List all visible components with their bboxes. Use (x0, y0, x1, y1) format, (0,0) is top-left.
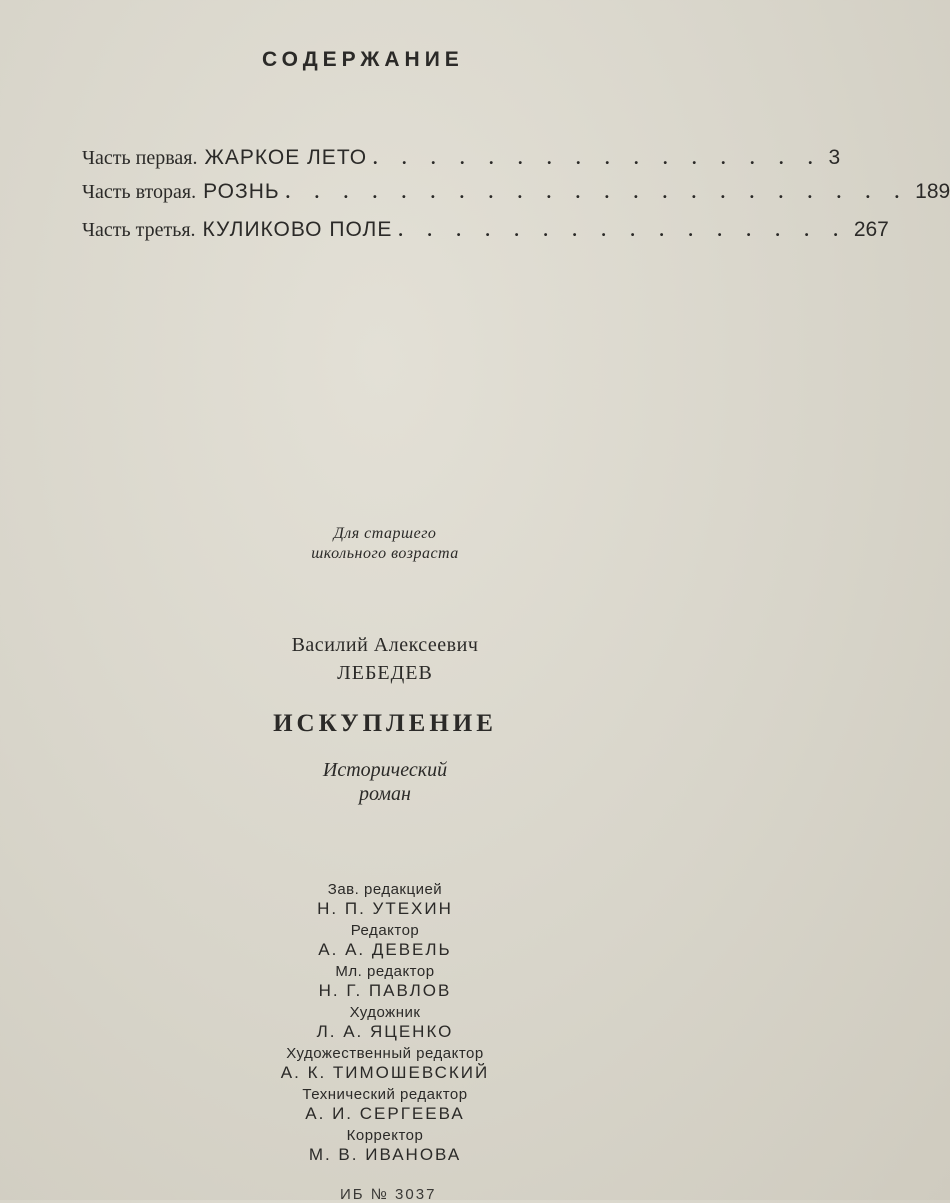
toc-leader-dots: . . . . . . . . . . . . . . . . . . . . . . (285, 182, 910, 202)
credit-role: Технический редактор (302, 1086, 468, 1103)
credit-person: Н. П. УТЕХИН (317, 899, 453, 918)
audience-note (0, 524, 770, 564)
credits-block (0, 880, 770, 1167)
genre-line: Исторический (322, 759, 448, 781)
toc-section-name: ЖАРКОЕ ЛЕТО (204, 146, 368, 169)
credit-person: А. И. СЕРГЕЕВА (305, 1104, 465, 1123)
credit-person: М. В. ИВАНОВА (308, 1145, 462, 1164)
author-first-name: Василий Алексеевич (291, 634, 479, 656)
toc-page-number: 189 (915, 180, 950, 203)
toc-entry (82, 218, 889, 252)
imprint-number-cut-off: ИБ № 3037 (340, 1186, 437, 1203)
toc-entry (82, 146, 841, 180)
toc-entry (82, 180, 950, 214)
book-title: ИСКУПЛЕНИЕ (273, 710, 497, 737)
toc-section-name: РОЗНЬ (203, 180, 280, 203)
toc-leader-dots: . . . . . . . . . . . . . . . . (398, 220, 848, 240)
toc-leader-dots: . . . . . . . . . . . . . . . . (373, 148, 823, 168)
book-genre (0, 758, 770, 806)
toc-part-label: Часть третья. (82, 219, 196, 241)
credit-role: Художественный редактор (286, 1045, 484, 1062)
author-last-name: ЛЕБЕДЕВ (337, 662, 433, 684)
toc-page-number: 3 (828, 146, 841, 169)
credit-role: Корректор (346, 1127, 424, 1144)
genre-line: роман (359, 783, 411, 805)
audience-line: школьного возраста (311, 545, 459, 562)
toc-title: СОДЕРЖАНИЕ (262, 48, 464, 71)
toc-part-label: Часть вторая. (82, 181, 197, 203)
toc-section-name: КУЛИКОВО ПОЛЕ (202, 218, 393, 241)
credit-person: А. К. ТИМОШЕВСКИЙ (280, 1063, 490, 1082)
toc-part-label: Часть первая. (82, 147, 198, 169)
credit-role: Мл. редактор (335, 963, 435, 980)
credit-role: Зав. редакцией (327, 881, 443, 898)
credit-role: Художник (349, 1004, 421, 1021)
credit-person: Л. А. ЯЦЕНКО (316, 1022, 454, 1041)
toc-page-number: 267 (853, 218, 889, 241)
credit-role: Редактор (350, 922, 420, 939)
audience-line: Для старшего (333, 525, 437, 542)
credit-person: Н. Г. ПАВЛОВ (318, 981, 452, 1000)
credit-person: А. А. ДЕВЕЛЬ (318, 940, 452, 959)
